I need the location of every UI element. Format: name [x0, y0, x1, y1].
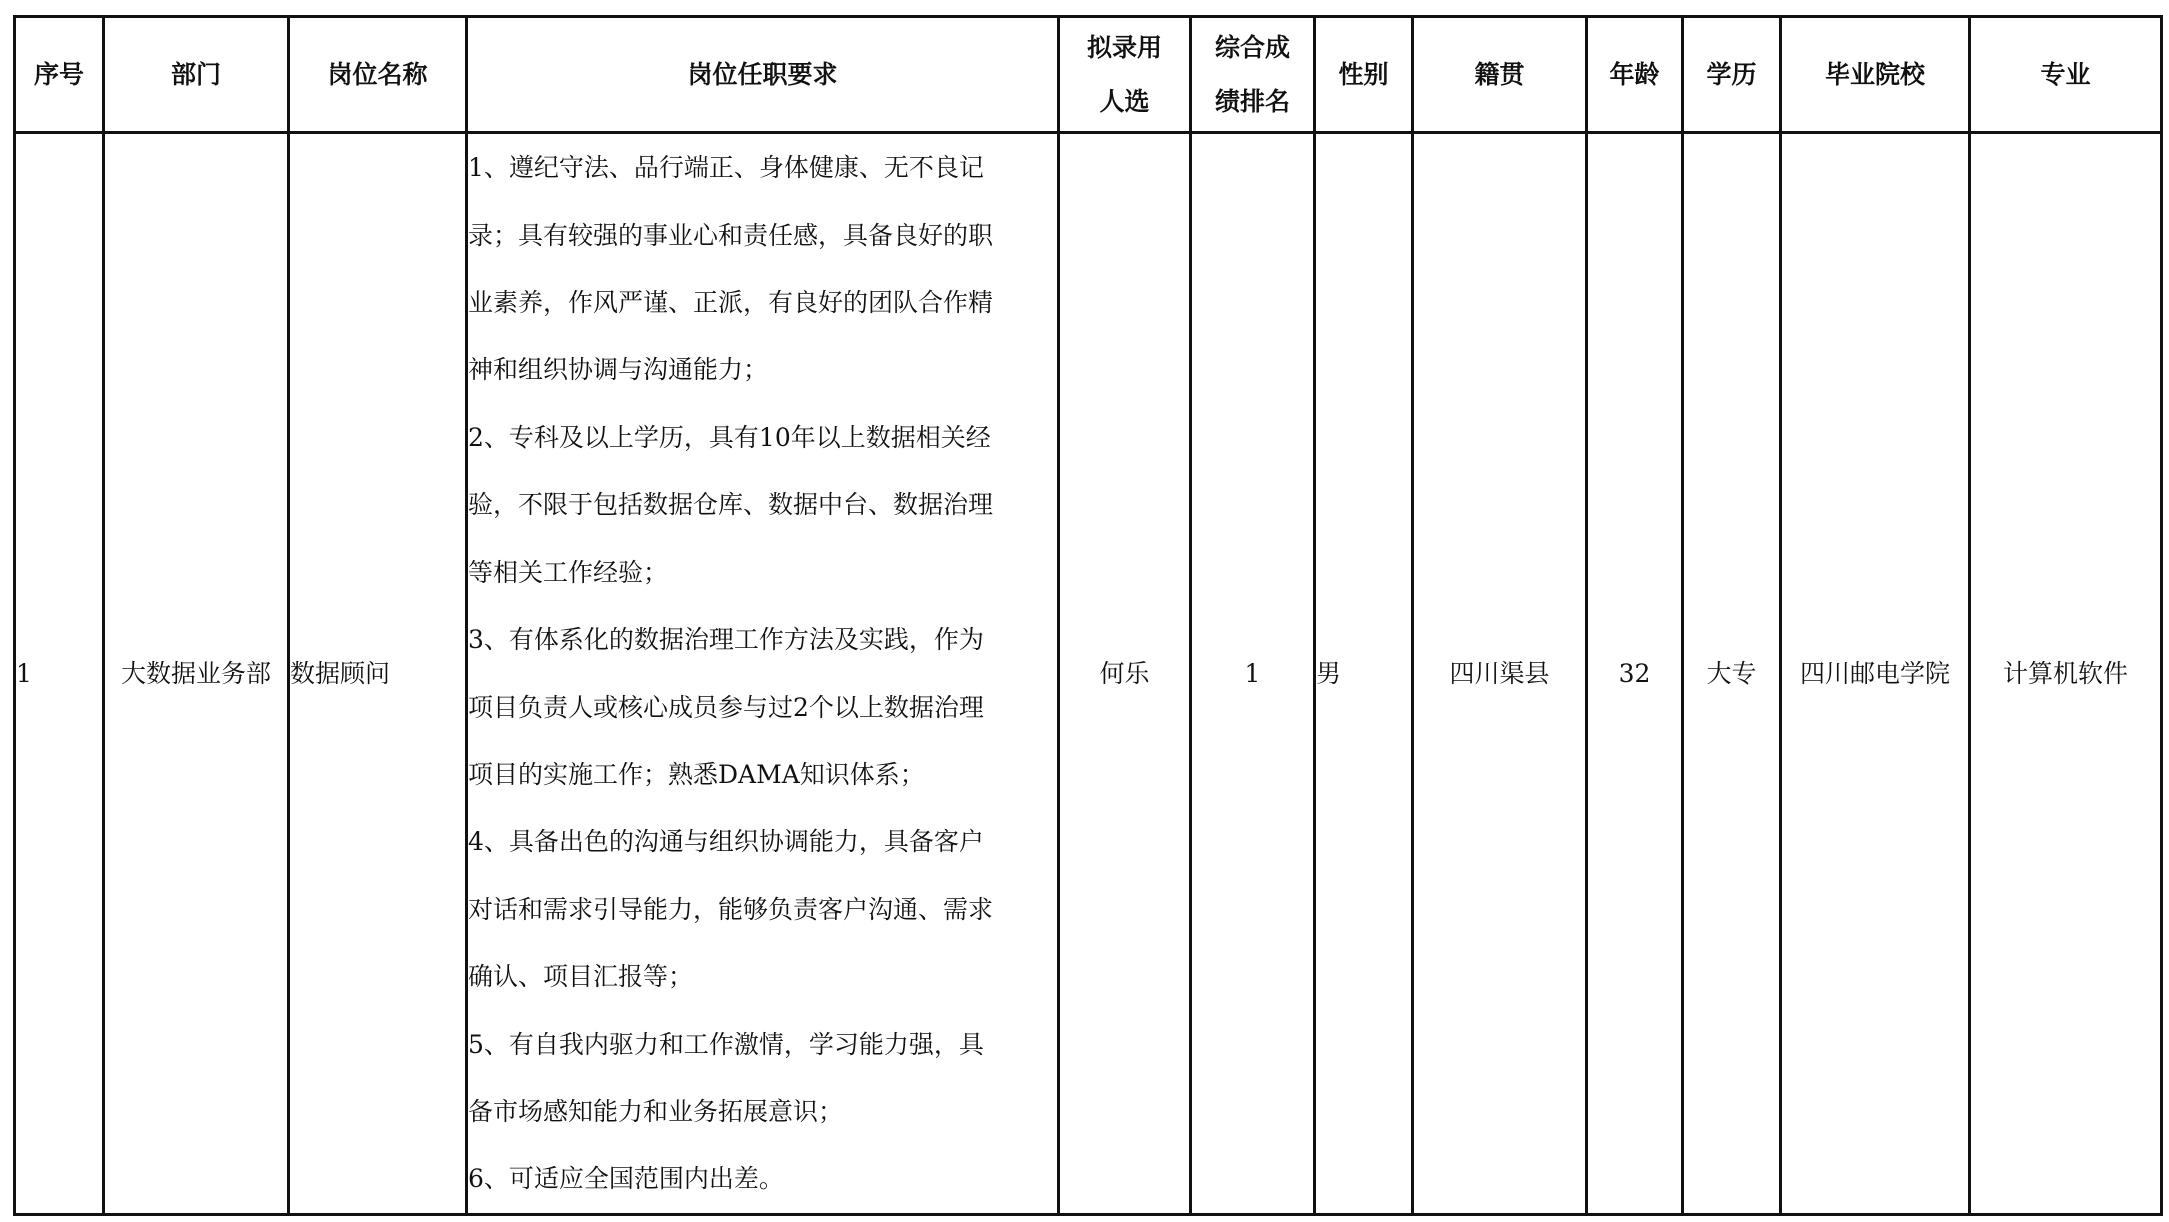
recruitment-table — [13, 15, 2163, 1216]
cell-school: 四川邮电学院 — [1781, 133, 1970, 1215]
requirement-line: 验，不限于包括数据仓库、数据中台、数据治理 — [468, 490, 994, 520]
header-rank-line2: 绩排名 — [1214, 86, 1290, 116]
header-education: 学历 — [1683, 17, 1781, 133]
cell-requirements — [467, 133, 1059, 1215]
requirement-line: 备市场感知能力和业务拓展意识； — [468, 1096, 844, 1126]
header-age: 年龄 — [1587, 17, 1683, 133]
cell-gender: 男 — [1315, 133, 1413, 1215]
requirement-line: 项目的实施工作；熟悉DAMA知识体系； — [468, 759, 925, 789]
header-candidate — [1059, 17, 1191, 133]
cell-education: 大专 — [1683, 133, 1781, 1215]
requirement-line: 2、专科及以上学历，具有10年以上数据相关经 — [468, 422, 991, 452]
requirement-line: 对话和需求引导能力，能够负责客户沟通、需求 — [468, 894, 994, 924]
table-row — [15, 133, 2162, 1215]
requirement-line: 业素养，作风严谨、正派，有良好的团队合作精 — [468, 288, 994, 318]
requirement-line: 神和组织协调与沟通能力； — [468, 355, 769, 385]
header-rank — [1191, 17, 1315, 133]
requirement-line: 项目负责人或核心成员参与过2个以上数据治理 — [468, 692, 984, 722]
header-rank-line1: 综合成 — [1214, 32, 1290, 62]
cell-major: 计算机软件 — [1970, 133, 2162, 1215]
requirement-line: 3、有体系化的数据治理工作方法及实践，作为 — [468, 625, 984, 655]
requirement-line: 4、具备出色的沟通与组织协调能力，具备客户 — [468, 827, 984, 857]
header-seq: 序号 — [15, 17, 104, 133]
header-candidate-line1: 拟录用 — [1086, 32, 1162, 62]
header-requirements: 岗位任职要求 — [467, 17, 1059, 133]
cell-dept: 大数据业务部 — [104, 133, 289, 1215]
cell-seq: 1 — [15, 133, 104, 1215]
cell-rank: 1 — [1191, 133, 1315, 1215]
header-dept: 部门 — [104, 17, 289, 133]
cell-candidate: 何乐 — [1059, 133, 1191, 1215]
requirement-line: 5、有自我内驱力和工作激情，学习能力强，具 — [468, 1029, 984, 1059]
header-gender: 性别 — [1315, 17, 1413, 133]
requirement-line: 确认、项目汇报等； — [468, 962, 694, 992]
cell-origin: 四川渠县 — [1413, 133, 1587, 1215]
requirement-line: 等相关工作经验； — [468, 557, 669, 587]
header-position: 岗位名称 — [289, 17, 467, 133]
requirement-line: 6、可适应全国范围内出差。 — [468, 1164, 784, 1194]
cell-age: 32 — [1587, 133, 1683, 1215]
header-row — [15, 17, 2162, 133]
header-origin: 籍贯 — [1413, 17, 1587, 133]
cell-position: 数据顾问 — [289, 133, 467, 1215]
header-major: 专业 — [1970, 17, 2162, 133]
requirement-line: 1、遵纪守法、品行端正、身体健康、无不良记 — [468, 153, 984, 183]
header-candidate-line2: 人选 — [1099, 86, 1150, 116]
header-school: 毕业院校 — [1781, 17, 1970, 133]
requirement-line: 录；具有较强的事业心和责任感，具备良好的职 — [468, 220, 994, 250]
